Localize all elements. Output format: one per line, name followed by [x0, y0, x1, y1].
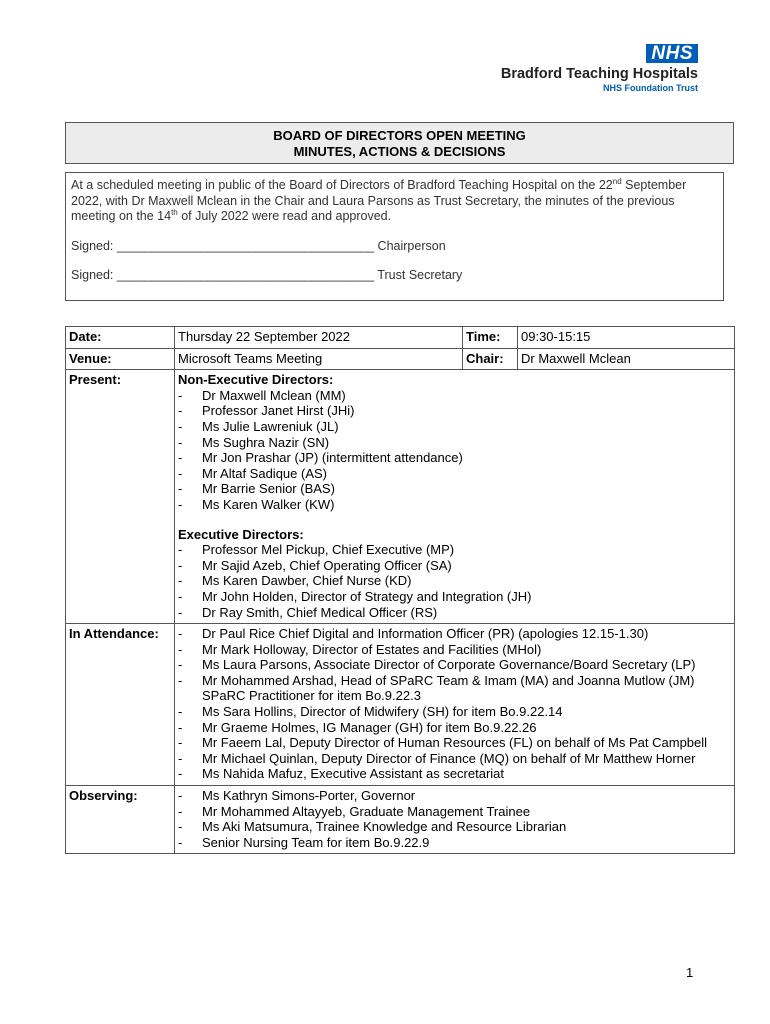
chair-label: Chair:	[463, 348, 518, 370]
list-item: - Ms Sughra Nazir (SN)	[178, 435, 730, 451]
list-item: - Ms Sara Hollins, Director of Midwifery (SH) for item Bo.9.22.14	[178, 704, 730, 720]
list-item: - Ms Nahida Mafuz, Executive Assistant as secretariat	[178, 766, 730, 782]
chair-value: Dr Maxwell Mclean	[518, 348, 735, 370]
list-item: - Mr John Holden, Director of Strategy and Integration (JH)	[178, 589, 730, 605]
page-number: 1	[686, 965, 694, 980]
exec-list	[178, 542, 730, 620]
list-item: - Professor Janet Hirst (JHi)	[178, 403, 730, 419]
list-item: - Ms Julie Lawreniuk (JL)	[178, 419, 730, 435]
date-label: Date:	[66, 327, 175, 349]
venue-label: Venue:	[66, 348, 175, 370]
org-name: Bradford Teaching Hospitals	[500, 66, 698, 82]
list-item: - Senior Nursing Team for item Bo.9.22.9	[178, 835, 730, 851]
intro-paragraph: At a scheduled meeting in public of the Board of Directors of Bradford Teaching Hospital on the 22nd September 2022, with Dr Maxwell Mclean in the Chair and Laura Parsons as Trust Secretary, the minutes of the previous meeting on the 14th of July 2022 were read and approved.	[71, 176, 687, 223]
title-line-2: MINUTES, ACTIONS & DECISIONS	[293, 144, 506, 159]
list-item: - Dr Paul Rice Chief Digital and Information Officer (PR) (apologies 12.15-1.30)	[178, 626, 730, 642]
list-item: - Mr Jon Prashar (JP) (intermittent attendance)	[178, 450, 730, 466]
present-cell	[175, 370, 735, 624]
signature-secretary: Signed: _____________________________________ Trust Secretary	[71, 268, 463, 282]
list-item: - Mr Sajid Azeb, Chief Operating Officer (SA)	[178, 558, 730, 574]
time-label: Time:	[463, 327, 518, 349]
table-row-venue	[66, 348, 735, 370]
exec-heading: Executive Directors:	[178, 526, 304, 542]
ned-heading: Non-Executive Directors:	[178, 372, 334, 388]
intro-statement-box	[65, 172, 724, 301]
attendance-list	[178, 626, 730, 782]
list-item: - Ms Laura Parsons, Associate Director of Corporate Governance/Board Secretary (LP)	[178, 657, 730, 673]
list-item: - Professor Mel Pickup, Chief Executive (MP)	[178, 542, 730, 558]
nhs-logo	[498, 44, 698, 94]
title-line-1: BOARD OF DIRECTORS OPEN MEETING	[273, 128, 526, 143]
list-item: - Dr Maxwell Mclean (MM)	[178, 388, 730, 404]
list-item: - Ms Karen Walker (KW)	[178, 497, 730, 513]
present-label: Present:	[66, 370, 175, 624]
meeting-details-table	[65, 326, 735, 854]
attendance-label: In Attendance:	[66, 624, 175, 786]
attendance-cell	[175, 624, 735, 786]
list-item: - Mr Graeme Holmes, IG Manager (GH) for item Bo.9.22.26	[178, 720, 730, 736]
table-row-attendance	[66, 624, 735, 786]
table-row-present	[66, 370, 735, 624]
ned-list	[178, 388, 730, 513]
observing-list	[178, 788, 730, 850]
list-item: - Ms Karen Dawber, Chief Nurse (KD)	[178, 573, 730, 589]
list-item: - Mr Mohammed Arshad, Head of SPaRC Team & Imam (MA) and Joanna Mutlow (JM) SPaRC Practitioner for item Bo.9.22.3	[178, 673, 730, 704]
list-item: - Mr Barrie Senior (BAS)	[178, 481, 730, 497]
list-item: - Mr Mohammed Altayyeb, Graduate Management Trainee	[178, 804, 730, 820]
date-value: Thursday 22 September 2022	[175, 327, 463, 349]
list-item: - Mr Mark Holloway, Director of Estates and Facilities (MHol)	[178, 642, 730, 658]
document-title-box	[65, 122, 734, 164]
list-item: - Mr Michael Quinlan, Deputy Director of Finance (MQ) on behalf of Mr Matthew Horner	[178, 751, 730, 767]
list-item: - Mr Altaf Sadique (AS)	[178, 466, 730, 482]
observing-label: Observing:	[66, 786, 175, 854]
nhs-mark: NHS	[646, 44, 698, 63]
observing-cell	[175, 786, 735, 854]
list-item: - Dr Ray Smith, Chief Medical Officer (RS)	[178, 605, 730, 621]
list-item: - Ms Kathryn Simons-Porter, Governor	[178, 788, 730, 804]
venue-value: Microsoft Teams Meeting	[175, 348, 463, 370]
list-item: - Ms Aki Matsumura, Trainee Knowledge and Resource Librarian	[178, 819, 730, 835]
table-row-date	[66, 327, 735, 349]
list-item: - Mr Faeem Lal, Deputy Director of Human Resources (FL) on behalf of Ms Pat Campbell	[178, 735, 730, 751]
signature-chairperson: Signed: _____________________________________ Chairperson	[71, 238, 446, 253]
time-value: 09:30-15:15	[518, 327, 735, 349]
org-subtitle: NHS Foundation Trust	[603, 83, 698, 93]
table-row-observing	[66, 786, 735, 854]
